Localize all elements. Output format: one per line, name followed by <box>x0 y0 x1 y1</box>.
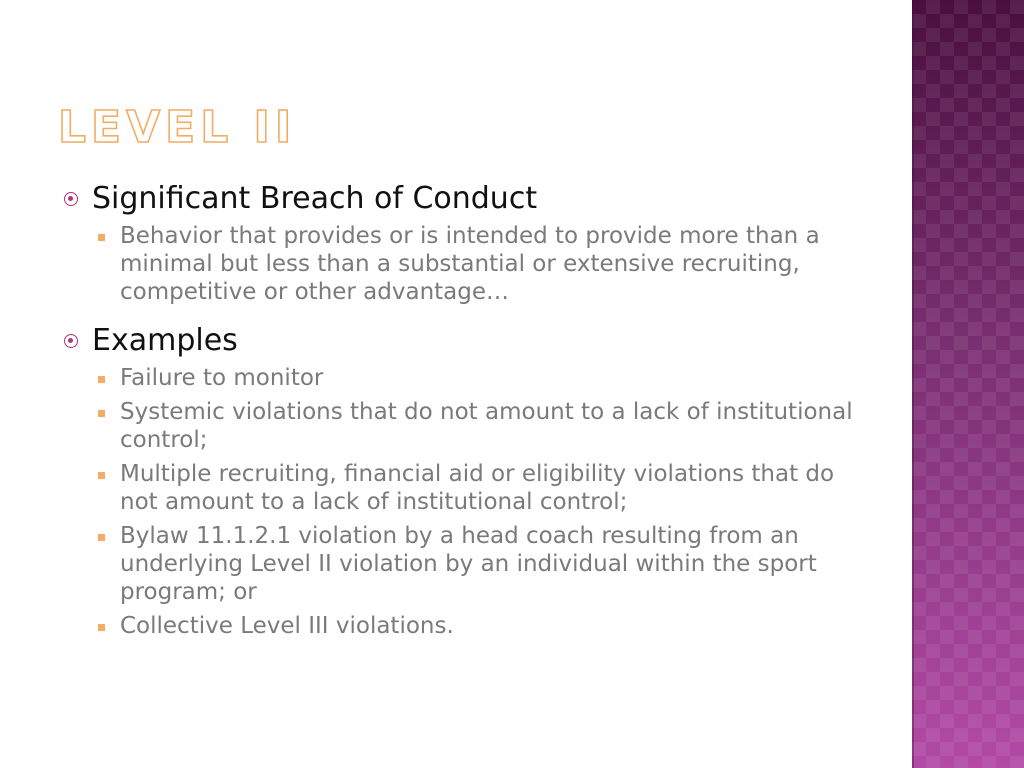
decorative-sidebar <box>912 0 1024 768</box>
square-bullet-icon <box>98 376 105 383</box>
sub-bullet <box>62 460 862 516</box>
sub-bullet-list <box>62 222 862 306</box>
bullet-level1 <box>62 180 862 218</box>
sub-bullet-text: Bylaw 11.1.2.1 violation by a head coach resulting from an underlying Level II violation by an individual within the sport program; or <box>120 523 817 605</box>
circle-target-icon <box>64 334 78 348</box>
square-bullet-icon <box>98 472 105 479</box>
circle-target-icon <box>64 192 78 206</box>
sub-bullet-text: Systemic violations that do not amount to a lack of institutional control; <box>120 399 853 453</box>
sub-bullet-text: Multiple recruiting, financial aid or eligibility violations that do not amount to a lack of institutional control; <box>120 461 835 515</box>
sub-bullet <box>62 522 862 606</box>
sub-bullet <box>62 398 862 454</box>
section-gap <box>62 312 862 322</box>
square-bullet-icon <box>98 410 105 417</box>
sub-bullet-list <box>62 364 862 640</box>
bullet-level1 <box>62 322 862 360</box>
sub-bullet-text: Failure to monitor <box>120 365 324 391</box>
section-heading: Examples <box>92 323 238 358</box>
section-heading: Significant Breach of Conduct <box>92 181 538 216</box>
section-significant-breach <box>62 180 862 306</box>
square-bullet-icon <box>98 624 105 631</box>
slide-title: LEVEL II <box>58 102 297 153</box>
sub-bullet-text: Collective Level III violations. <box>120 613 454 639</box>
sub-bullet <box>62 364 862 392</box>
slide-content <box>62 180 862 646</box>
sub-bullet <box>62 222 862 306</box>
square-bullet-icon <box>98 534 105 541</box>
sub-bullet-text: Behavior that provides or is intended to provide more than a minimal but less than a substantial or extensive recruiting, competitive or other advantage… <box>120 223 820 305</box>
square-bullet-icon <box>98 234 105 241</box>
sub-bullet <box>62 612 862 640</box>
sidebar-edge <box>912 0 914 768</box>
section-examples <box>62 322 862 640</box>
